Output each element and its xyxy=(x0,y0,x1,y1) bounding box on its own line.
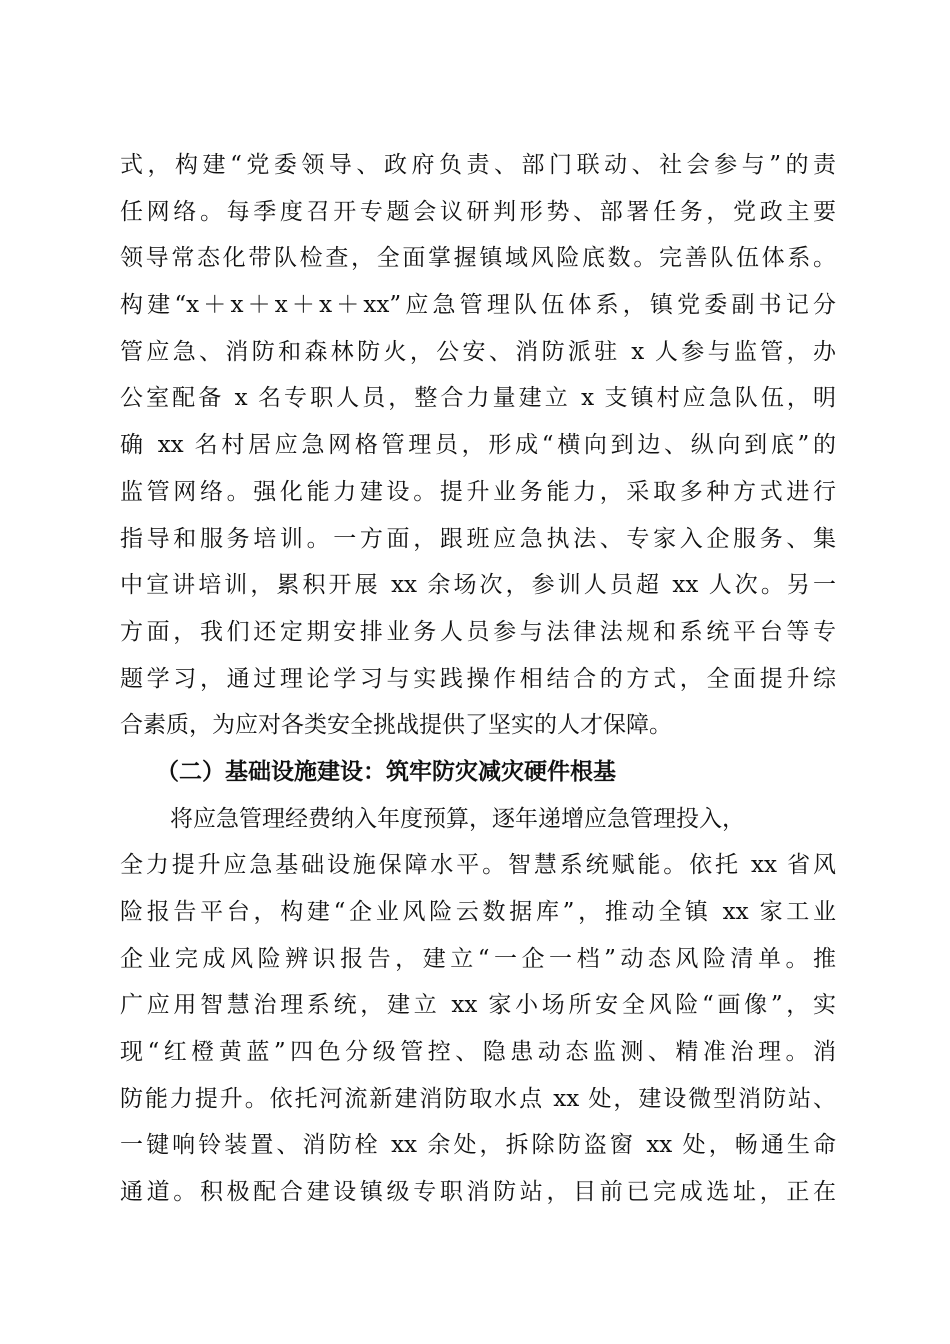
text-line: 确 xx 名村居应急网格管理员，形成“横向到边、纵向到底”的 xyxy=(120,432,836,459)
text-line: 全力提升应急基础设施保障水平。智慧系统赋能。依托 xx 省风 xyxy=(120,852,836,879)
text-line: 任网络。每季度召开专题会议研判形势、部署任务，党政主要 xyxy=(120,198,836,225)
text-line: 构建“x＋x＋x＋x＋xx”应急管理队伍体系，镇党委副书记分 xyxy=(120,292,836,319)
text-line: 现“红橙黄蓝”四色分级管控、隐患动态监测、精准治理。消 xyxy=(120,1039,836,1066)
text-line: 管应急、消防和森林防火，公安、消防派驻 x 人参与监管，办 xyxy=(120,338,836,365)
text-line: 合素质，为应对各类安全挑战提供了坚实的人才保障。 xyxy=(120,712,672,739)
text-line: 中宣讲培训，累积开展 xx 余场次，参训人员超 xx 人次。另一 xyxy=(120,572,836,599)
text-line: 通道。积极配合建设镇级专职消防站，目前已完成选址，正在 xyxy=(120,1179,836,1206)
text-line: 险报告平台，构建“企业风险云数据库”，推动全镇 xx 家工业 xyxy=(120,899,836,925)
text-line: 广应用智慧治理系统，建立 xx 家小场所安全风险“画像”，实 xyxy=(120,992,836,1019)
document-body xyxy=(120,142,836,1216)
text-line: 将应急管理经费纳入年度预算，逐年递增应急管理投入， xyxy=(170,805,745,832)
text-line: 方面，我们还定期安排业务人员参与法律法规和系统平台等专 xyxy=(120,618,836,645)
text-line: 领导常态化带队检查，全面掌握镇域风险底数。完善队伍体系。 xyxy=(120,245,836,272)
text-line: 防能力提升。依托河流新建消防取水点 xx 处，建设微型消防站、 xyxy=(120,1085,836,1112)
section-heading: （二）基础设施建设：筑牢防灾减灾硬件根基 xyxy=(156,757,616,785)
paragraph-organization xyxy=(120,142,836,749)
text-line: 监管网络。强化能力建设。提升业务能力，采取多种方式进行 xyxy=(120,478,836,505)
text-line: 一键响铃装置、消防栓 xx 余处，拆除防盗窗 xx 处，畅通生命 xyxy=(120,1132,836,1159)
text-line: 公室配备 x 名专职人员，整合力量建立 x 支镇村应急队伍，明 xyxy=(120,385,836,412)
text-line: 式，构建“党委领导、政府负责、部门联动、社会参与”的责 xyxy=(120,152,836,178)
text-line: 企业完成风险辨识报告，建立“一企一档”动态风险清单。推 xyxy=(120,945,836,972)
paragraph-infrastructure xyxy=(120,796,836,1216)
text-line: 题学习，通过理论学习与实践操作相结合的方式，全面提升综 xyxy=(120,665,836,692)
text-line: 指导和服务培训。一方面，跟班应急执法、专家入企服务、集 xyxy=(120,525,836,552)
